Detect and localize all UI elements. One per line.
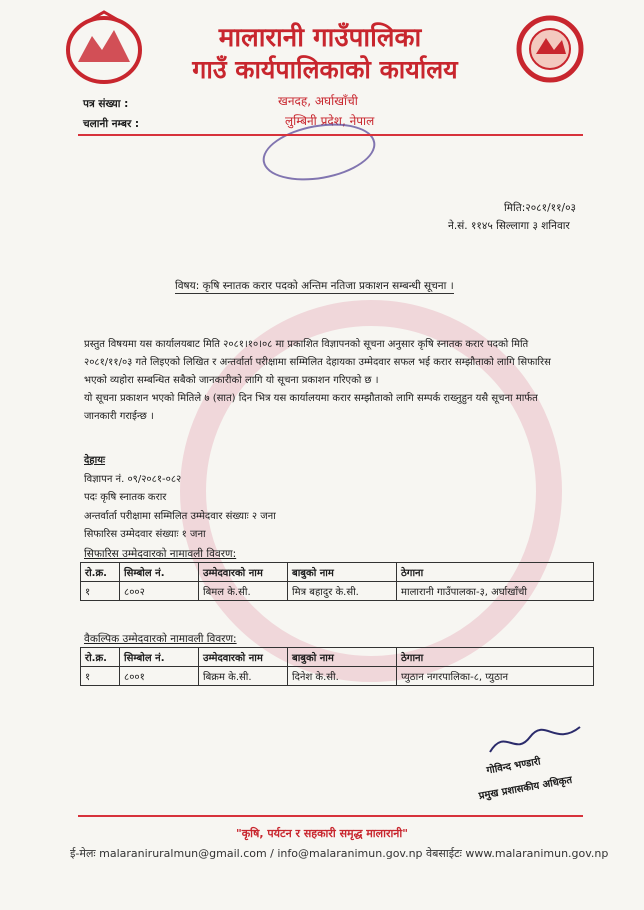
col-header: रो.क्र. bbox=[81, 563, 120, 582]
col-header: सिम्बोल नं. bbox=[120, 563, 199, 582]
address-line1: खनदह, अर्घाखाँची bbox=[278, 94, 358, 108]
recommended-count: सिफारिस उम्मेदवार संख्याः १ जना bbox=[84, 529, 206, 540]
col-header: सिम्बोल नं. bbox=[120, 648, 199, 667]
col-header: बाबुको नाम bbox=[288, 648, 397, 667]
table-cell: प्युठान नगरपालिका-८, प्युठान bbox=[397, 667, 594, 686]
table-row bbox=[81, 582, 594, 601]
col-header: ठेगाना bbox=[397, 648, 594, 667]
table1-caption: सिफारिस उम्मेदवारको नामावली विवरण: bbox=[84, 548, 237, 560]
table-cell: १ bbox=[81, 667, 120, 686]
footer-contact: ई-मेलः malaraniruralmun@gmail.com / info@malaranimun.gov.np वेबसाईटः www.malaranimun.gov.np bbox=[70, 847, 609, 860]
letter-number-label: पत्र संख्या : bbox=[83, 98, 129, 110]
nepal-emblem-icon bbox=[62, 10, 146, 88]
office-title-line1: मालारानी गाउँपालिका bbox=[218, 23, 422, 53]
table-cell: बिक्रम के.सी. bbox=[199, 667, 288, 686]
col-header: रो.क्र. bbox=[81, 648, 120, 667]
municipality-logo-icon bbox=[514, 14, 586, 84]
body-line: जानकारी गराईन्छ । bbox=[84, 411, 154, 422]
post-name: पदः कृषि स्नातक करार bbox=[84, 492, 167, 503]
col-header: बाबुको नाम bbox=[288, 563, 397, 582]
table-cell: दिनेश के.सी. bbox=[288, 667, 397, 686]
table-header-row bbox=[81, 563, 594, 582]
details-block bbox=[84, 452, 599, 545]
table-cell: मालारानी गाउँपालका-३, अर्घाखाँची bbox=[397, 582, 594, 601]
col-header: ठेगाना bbox=[397, 563, 594, 582]
details-heading: देहायः bbox=[84, 455, 106, 466]
body-paragraph-1 bbox=[84, 336, 599, 426]
table-cell: बिमल के.सी. bbox=[199, 582, 288, 601]
col-header: उम्मेदवारको नाम bbox=[199, 648, 288, 667]
alternate-table bbox=[80, 647, 594, 686]
office-title-line2: गाउँ कार्यपालिकाको कार्यालय bbox=[192, 55, 458, 84]
nepal-sambat-line: ने.सं. ११४५ सिल्लागा ३ शनिवार bbox=[448, 220, 570, 232]
table2-caption: वैकल्पिक उम्मेदवारको नामावली विवरण: bbox=[84, 633, 237, 645]
table-header-row bbox=[81, 648, 594, 667]
footer-motto: "कृषि, पर्यटन र सहकारी समृद्ध मालारानी" bbox=[236, 827, 408, 840]
recommended-table bbox=[80, 562, 594, 601]
table-cell: ८००२ bbox=[120, 582, 199, 601]
table-cell: ८००१ bbox=[120, 667, 199, 686]
address-line2: लुम्बिनी प्रदेश, नेपाल bbox=[285, 114, 375, 128]
subject-line: विषय: कृषि स्नातक करार पदको अन्तिम नतिजा प्रकाशन सम्बन्धी सूचना । bbox=[175, 280, 454, 292]
header-divider bbox=[78, 134, 583, 136]
signatory-name: गोविन्द भण्डारी bbox=[485, 756, 542, 777]
body-line: भएको व्यहोरा सम्बन्धित सबैको जानकारीको लागि यो सूचना प्रकाशन गरिएको छ । bbox=[84, 375, 379, 386]
dispatch-number-label: चलानी नम्बर : bbox=[83, 118, 140, 130]
body-line: यो सूचना प्रकाशन भएको मितिले ७ (सात) दिन भित्र यस कार्यालयमा करार सम्झौताको लागि सम्पर्क राख्नुहुन यसै सूचना मार्फत bbox=[84, 393, 538, 404]
table-cell: १ bbox=[81, 582, 120, 601]
appeared-count: अन्तर्वार्ता परीक्षामा सम्मिलित उम्मेदवार संख्याः २ जना bbox=[84, 510, 276, 522]
table-cell: मित्र बहादुर के.सी. bbox=[288, 582, 397, 601]
body-line: २०८१/११/०३ गते लिइएको लिखित र अन्तर्वार्ता परीक्षामा सम्मिलित देहायका उम्मेदवार सफल भई करार सम्झौताको लागि सिफारिस bbox=[84, 357, 551, 368]
table-row bbox=[81, 667, 594, 686]
body-line: प्रस्तुत विषयमा यस कार्यालयबाट मिति २०८१।१०।०८ मा प्रकाशित विज्ञापनको सूचना अनुसार कृषि स्नातक करार पदको मिति bbox=[84, 339, 529, 350]
signatory-title: प्रमुख प्रशासकीय अधिकृत bbox=[478, 774, 573, 803]
col-header: उम्मेदवारको नाम bbox=[199, 563, 288, 582]
advert-number: विज्ञापन नं. ०९/२०८१-०८२ bbox=[84, 473, 182, 485]
date-line: मिति:२०८१/११/०३ bbox=[504, 202, 576, 214]
footer-divider bbox=[78, 815, 583, 817]
